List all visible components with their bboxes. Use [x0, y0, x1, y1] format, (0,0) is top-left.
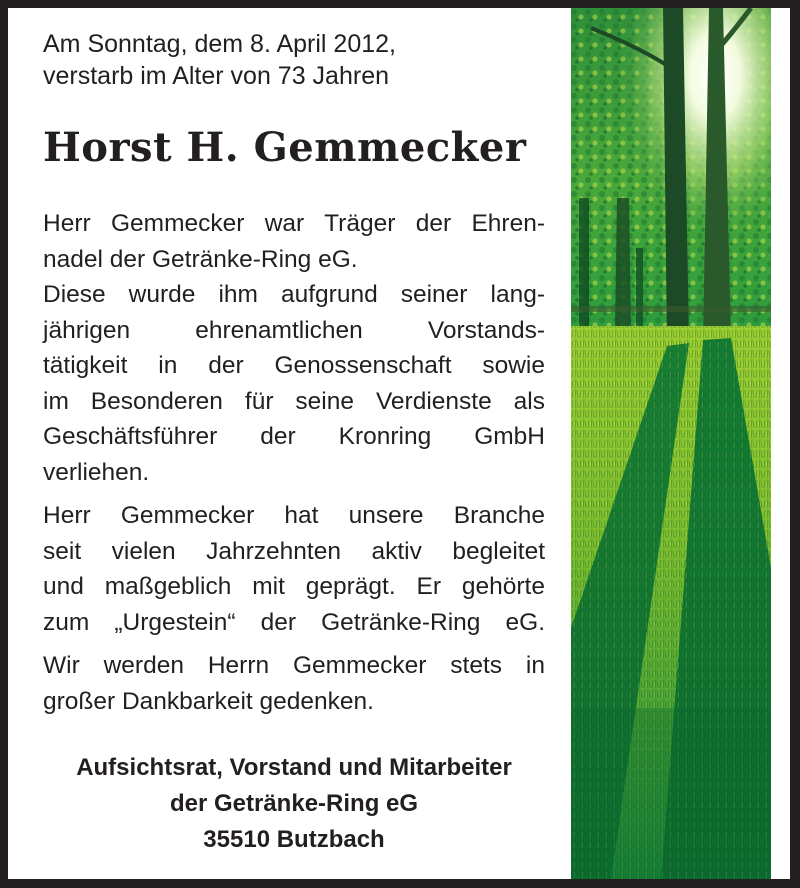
text-line: zum „Urgestein“ der Getränke-Ring eG.: [43, 608, 545, 636]
text-line: Herr Gemmecker hat unsere Branche: [43, 502, 545, 529]
notice-text-column: [43, 28, 545, 719]
signature-line: 35510 Butzbach: [203, 826, 385, 853]
text-line: nadel der Getränke-Ring eG.: [43, 245, 358, 273]
intro-line: verstarb im Alter von 73 Jahren: [43, 62, 389, 90]
paragraph-career: [43, 498, 545, 640]
text-line: verliehen.: [43, 458, 150, 486]
text-line: Herr Gemmecker war Träger der Ehren-: [43, 210, 545, 237]
park-photo: [571, 8, 771, 879]
text-line: Wir werden Herrn Gemmecker stets in: [43, 652, 545, 679]
text-line: großer Dankbarkeit gedenken.: [43, 687, 374, 715]
text-line: Geschäftsführer der Kronring GmbH: [43, 423, 545, 450]
signature-line: der Getränke-Ring eG: [169, 790, 419, 817]
text-line: und maßgeblich mit geprägt. Er gehörte: [43, 573, 545, 600]
text-line: jährigen ehrenamtlichen Vorstands-: [43, 316, 545, 344]
signature-block: [43, 750, 545, 858]
text-line: Diese wurde ihm aufgrund seiner lang-: [43, 281, 545, 308]
intro-line: Am Sonntag, dem 8. April 2012,: [43, 30, 396, 58]
text-line: seit vielen Jahrzehnten aktiv begleitet: [43, 537, 545, 565]
text-line: im Besonderen für seine Verdienste als: [43, 387, 545, 415]
deceased-name: Horst H. Gemmecker: [43, 124, 527, 171]
paragraph-honors: [43, 206, 545, 490]
text-line: tätigkeit in der Genossenschaft sowie: [43, 352, 545, 379]
signature-line: Aufsichtsrat, Vorstand und Mitarbeiter: [76, 754, 512, 781]
intro-text: [43, 28, 545, 92]
trees-sunlight-image: [571, 8, 771, 879]
obituary-notice: [8, 8, 790, 879]
paragraph-gratitude: [43, 648, 545, 719]
